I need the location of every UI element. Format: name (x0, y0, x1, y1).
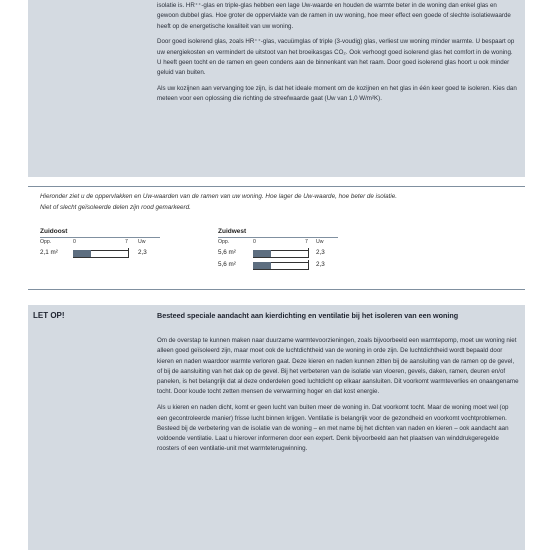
axis-row (40, 239, 160, 248)
axis-max: 7 (305, 239, 308, 245)
window-group-zuidwest (218, 228, 338, 272)
scale-end (128, 248, 129, 258)
opp-label: Opp. (40, 239, 52, 245)
glass-info-text (157, 1, 517, 110)
u-value-bar (253, 262, 271, 269)
letop-label: LET OP! (33, 311, 65, 320)
glass-paragraph-1: isolatie is. HR⁺⁺-glas en triple-glas hebben een lage Uw-waarde en houden de warmte beter in de woning dan enkel glas en gewoon dubbel glas. Hoe groter de oppervlakte van de ramen in uw woning, hoe meer effect een goede of slechte isolatiewaarde heeft op de energetische kwaliteit van uw woning. (157, 2, 511, 30)
scale-end (308, 260, 309, 270)
u-label: Uw (138, 239, 146, 245)
scale-end (308, 248, 309, 258)
window-row (218, 260, 338, 272)
letop-text (157, 336, 519, 460)
u-value-bar (253, 250, 271, 257)
u-value: 2,3 (138, 249, 147, 256)
intro-line-1: Hieronder ziet u de oppervlakken en Uw-waarden van de ramen van uw woning. Hoe lager de Uw-waarde, hoe beter de isolatie. (40, 193, 398, 200)
title-underline (40, 237, 160, 238)
window-row (40, 248, 160, 260)
glass-paragraph-2: Door goed isolerend glas, zoals HR⁺⁺-glas, vacuümglas of triple (3-voudig) glas, verliest uw woning minder warmte. U bespaart op uw energiekosten en vermindert de uitstoot van het broeikasgas CO₂. Ook verhoogt goed isolerend glas het comfort in de woning. U heeft geen tocht en de ramen en geen condens aan de binnenkant van het raam. Door goed isolerend glas hoort u ook minder geluid van buiten. (157, 38, 515, 77)
title-underline (218, 237, 338, 238)
divider-bottom (28, 289, 525, 290)
u-value: 2,3 (316, 249, 325, 256)
axis-row (218, 239, 338, 248)
divider-top (28, 186, 525, 187)
letop-paragraph-2: Als u kieren en naden dicht, komt er geen lucht van buiten meer de woning in. Dat voorkomt tocht. Maar de woning moet wel (op een gecontroleerde manier) frisse lucht binnen krijgen. Ventilatie is belangrijk voor de gezondheid en voorkomt vochtproblemen. Besteed bij de verbetering van de isolatie van de woning – en met name bij het dichten van naden en kieren – ook aandacht aan voldoende ventilatie. Laat u hierover informeren door een expert. Denk bijvoorbeeld aan het plaatsen van winddrukgeregelde roosters of een ventilatie-unit met warmteterugwinning. (157, 404, 509, 453)
windows-intro (40, 192, 510, 213)
window-group-zuidoost (40, 228, 160, 260)
opp-label: Opp. (218, 239, 230, 245)
letop-paragraph-1: Om de overstap te kunnen maken naar duurzame warmtevoorzieningen, zoals bijvoorbeeld een warmtepomp, moet uw woning niet alleen goed geïsoleerd zijn, maar moet ook de luchtdichtheid van de woning in orde zijn. De luchtdichtheid wordt bepaald door kieren en naden waardoor warmte verloren gaat. Deze kieren en naden kunnen zitten bij de aansluiting van de ramen op de gevel, of bij de aansluiting van het dak op de gevel. Bij het verbeteren van de isolatie van vloeren, gevels, daken, ramen, deuren en/of panelen, is het belangrijk dat al deze onderdelen goed luchtdicht op elkaar aansluiten. Dit voorkomt warmteverlies en onaangename tocht. Door koude tocht zetten mensen de verwarming hoger en dat kost energie. (157, 337, 519, 396)
axis-max: 7 (125, 239, 128, 245)
area-value: 5,6 m² (218, 249, 236, 256)
axis-min: 0 (73, 239, 76, 245)
intro-line-2: Niet of slecht geïsoleerde delen zijn rood gemarkeerd. (40, 203, 191, 211)
axis-min: 0 (253, 239, 256, 245)
letop-heading: Besteed speciale aandacht aan kierdichting en ventilatie bij het isoleren van een woning (157, 311, 459, 320)
window-group-title: Zuidoost (40, 228, 68, 235)
u-value-bar (73, 250, 91, 257)
glass-paragraph-3: Als uw kozijnen aan vervanging toe zijn, is dat het ideale moment om de kozijnen en het glas in één keer goed te isoleren. Kies dan meteen voor een oplossing die richting de streefwaarde gaat (Uw van 1,0 W/m²K). (157, 85, 517, 103)
area-value: 5,6 m² (218, 261, 236, 268)
u-label: Uw (316, 239, 324, 245)
area-value: 2,1 m² (40, 249, 58, 256)
u-value: 2,3 (316, 261, 325, 268)
window-group-title: Zuidwest (218, 228, 247, 235)
window-row (218, 248, 338, 260)
